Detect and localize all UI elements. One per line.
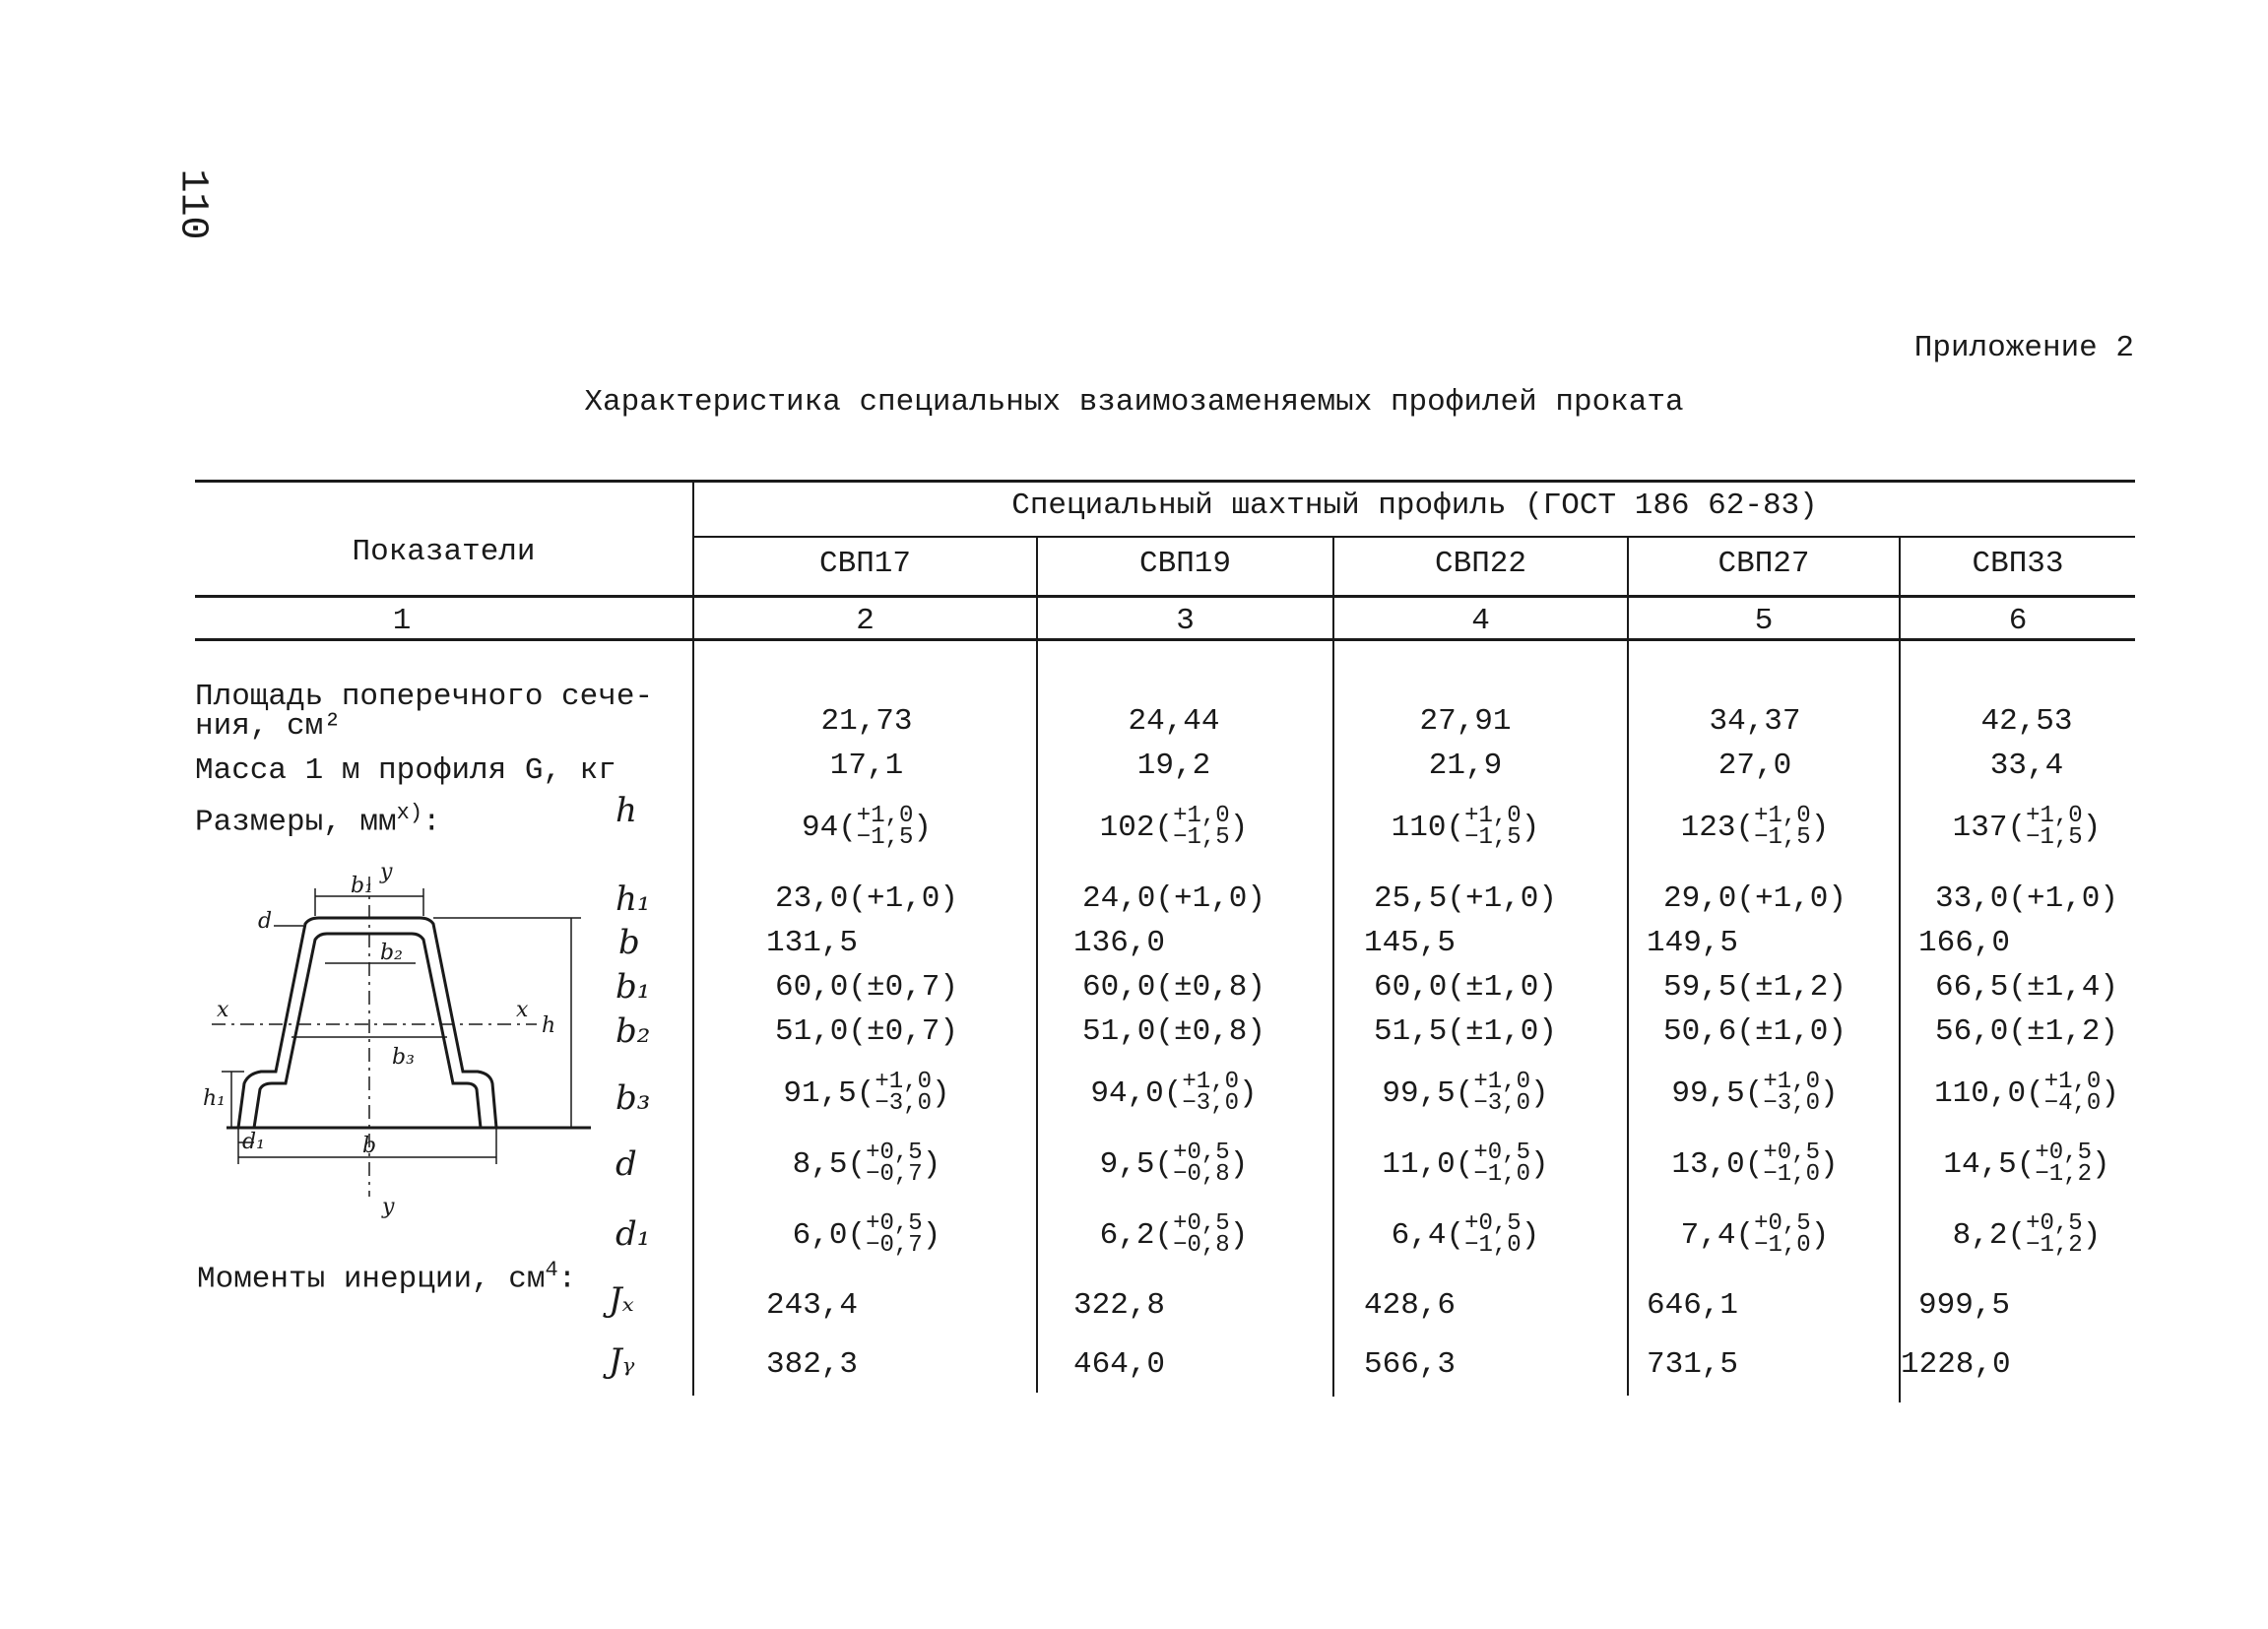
cell-mass: 33,4 bbox=[1989, 749, 2064, 783]
profile-header: СВП19 bbox=[1138, 547, 1231, 581]
cell-Jy: 382,3 bbox=[766, 1347, 859, 1382]
symbol-d1: d₁ bbox=[616, 1214, 651, 1254]
cell-Jx: 428,6 bbox=[1364, 1288, 1457, 1323]
column-number: 2 bbox=[856, 604, 875, 638]
cell-b: 166,0 bbox=[1918, 926, 2011, 960]
diagram-label-h1: h₁ bbox=[203, 1086, 226, 1111]
cell-area: 24,44 bbox=[1128, 704, 1220, 739]
label-mass: Масса 1 м профиля G, кг bbox=[195, 753, 616, 788]
cell-h1: 29,0(+1,0) bbox=[1662, 881, 1847, 916]
cell-b3: 91,5(+1,0 −3,0) bbox=[783, 1069, 950, 1117]
cell-d: 8,5(+0,5 −0,7) bbox=[792, 1140, 941, 1188]
diagram-label-b1: b₁ bbox=[351, 874, 373, 898]
profile-header: СВП27 bbox=[1717, 547, 1810, 581]
label-area-line2: ния, см² bbox=[195, 709, 342, 744]
cell-b2: 51,0(±0,8) bbox=[1081, 1014, 1266, 1049]
profile-cross-section-diagram bbox=[187, 857, 601, 1221]
cell-mass: 17,1 bbox=[829, 749, 904, 783]
cell-Jx: 243,4 bbox=[766, 1288, 859, 1323]
symbol-b: b bbox=[618, 923, 640, 962]
symbol-Jy: Jᵧ bbox=[609, 1341, 635, 1381]
cell-h: 102(+1,0 −1,5) bbox=[1099, 803, 1249, 851]
cell-d1: 6,2(+0,5 −0,8) bbox=[1099, 1210, 1249, 1259]
appendix-label: Приложение 2 bbox=[1913, 331, 2134, 365]
diagram-label-y-bottom: y bbox=[382, 1195, 395, 1219]
cell-b1: 59,5(±1,2) bbox=[1662, 970, 1847, 1005]
group-header: Специальный шахтный профиль (ГОСТ 186 62-83) bbox=[1011, 489, 1818, 523]
cell-h: 110(+1,0 −1,5) bbox=[1391, 803, 1540, 851]
cell-Jx: 999,5 bbox=[1918, 1288, 2011, 1323]
symbol-d: d bbox=[616, 1144, 637, 1184]
symbol-b1: b₁ bbox=[616, 967, 651, 1007]
cell-b3: 99,5(+1,0 −3,0) bbox=[1671, 1069, 1839, 1117]
diagram-label-x-left: x bbox=[217, 998, 229, 1022]
label-moments: Моменты инерции, $см^4$: bbox=[197, 1258, 577, 1297]
cell-mass: 19,2 bbox=[1136, 749, 1211, 783]
cell-mass: 21,9 bbox=[1428, 749, 1503, 783]
row-header: Показатели bbox=[352, 535, 536, 569]
cell-d1: 6,0(+0,5 −0,7) bbox=[792, 1210, 941, 1259]
cell-b3: 94,0(+1,0 −3,0) bbox=[1090, 1069, 1258, 1117]
diagram-label-b: b bbox=[362, 1134, 377, 1158]
column-number: 5 bbox=[1754, 604, 1774, 638]
cell-h1: 24,0(+1,0) bbox=[1081, 881, 1266, 916]
cell-b3: 110,0(+1,0 −4,0) bbox=[1934, 1069, 2119, 1117]
symbol-b2: b₂ bbox=[616, 1011, 651, 1051]
cell-Jx: 322,8 bbox=[1073, 1288, 1166, 1323]
cell-mass: 27,0 bbox=[1717, 749, 1792, 783]
label-dimensions: Размеры, $мм^{x)}$: bbox=[195, 801, 441, 840]
cell-b: 145,5 bbox=[1364, 926, 1457, 960]
cell-b: 131,5 bbox=[766, 926, 859, 960]
cell-area: 34,37 bbox=[1709, 704, 1801, 739]
profile-header: СВП22 bbox=[1434, 547, 1526, 581]
column-number: 3 bbox=[1176, 604, 1195, 638]
page-number: 110 bbox=[169, 168, 215, 240]
diagram-label-x-right: x bbox=[516, 998, 529, 1022]
cell-Jy: 464,0 bbox=[1073, 1347, 1166, 1382]
diagram-label-d1: d₁ bbox=[242, 1130, 265, 1154]
cell-area: 27,91 bbox=[1419, 704, 1512, 739]
cell-Jx: 646,1 bbox=[1647, 1288, 1739, 1323]
cell-h1: 23,0(+1,0) bbox=[774, 881, 959, 916]
cell-b: 149,5 bbox=[1647, 926, 1739, 960]
label-area-line1: Площадь поперечного сече- bbox=[195, 680, 654, 714]
cell-d: 11,0(+0,5 −1,0) bbox=[1382, 1140, 1549, 1188]
cell-h: 123(+1,0 −1,5) bbox=[1680, 803, 1830, 851]
cell-b1: 60,0(±0,7) bbox=[774, 970, 959, 1005]
cell-d: 13,0(+0,5 −1,0) bbox=[1671, 1140, 1839, 1188]
cell-b3: 99,5(+1,0 −3,0) bbox=[1382, 1069, 1549, 1117]
symbol-b3: b₃ bbox=[616, 1078, 651, 1118]
cell-Jy: 566,3 bbox=[1364, 1347, 1457, 1382]
cell-h1: 33,0(+1,0) bbox=[1934, 881, 2119, 916]
cell-h: 94(+1,0 −1,5) bbox=[801, 803, 933, 851]
cell-d1: 8,2(+0,5 −1,2) bbox=[1952, 1210, 2102, 1259]
cell-b2: 56,0(±1,2) bbox=[1934, 1014, 2119, 1049]
column-number: 1 bbox=[392, 604, 412, 638]
symbol-h: h bbox=[616, 791, 637, 830]
cell-area: 21,73 bbox=[820, 704, 913, 739]
cell-Jy: 731,5 bbox=[1647, 1347, 1739, 1382]
diagram-label-b3: b₃ bbox=[392, 1045, 415, 1070]
cell-d: 14,5(+0,5 −1,2) bbox=[1943, 1140, 2110, 1188]
cell-b2: 51,0(±0,7) bbox=[774, 1014, 959, 1049]
page-title: Характеристика специальных взаимозаменяемых профилей проката bbox=[584, 385, 1684, 420]
cell-h1: 25,5(+1,0) bbox=[1373, 881, 1558, 916]
column-number: 4 bbox=[1471, 604, 1490, 638]
cell-b1: 60,0(±1,0) bbox=[1373, 970, 1558, 1005]
profile-header: СВП17 bbox=[818, 547, 911, 581]
cell-d1: 6,4(+0,5 −1,0) bbox=[1391, 1210, 1540, 1259]
column-number: 6 bbox=[2008, 604, 2028, 638]
cell-h: 137(+1,0 −1,5) bbox=[1952, 803, 2102, 851]
diagram-label-h: h bbox=[542, 1013, 556, 1038]
diagram-label-b2: b₂ bbox=[380, 941, 403, 965]
cell-b2: 51,5(±1,0) bbox=[1373, 1014, 1558, 1049]
cell-area: 42,53 bbox=[1980, 704, 2073, 739]
symbol-Jx: Jₓ bbox=[609, 1280, 634, 1320]
diagram-label-d: d bbox=[258, 909, 273, 934]
cell-b1: 66,5(±1,4) bbox=[1934, 970, 2119, 1005]
cell-b1: 60,0(±0,8) bbox=[1081, 970, 1266, 1005]
diagram-label-y-top: y bbox=[380, 860, 393, 884]
cell-d: 9,5(+0,5 −0,8) bbox=[1099, 1140, 1249, 1188]
cell-b2: 50,6(±1,0) bbox=[1662, 1014, 1847, 1049]
profile-header: СВП33 bbox=[1972, 547, 2064, 581]
cell-b: 136,0 bbox=[1073, 926, 1166, 960]
cell-Jy: 1228,0 bbox=[1901, 1347, 2011, 1382]
symbol-h1: h₁ bbox=[616, 880, 651, 919]
cell-d1: 7,4(+0,5 −1,0) bbox=[1680, 1210, 1830, 1259]
